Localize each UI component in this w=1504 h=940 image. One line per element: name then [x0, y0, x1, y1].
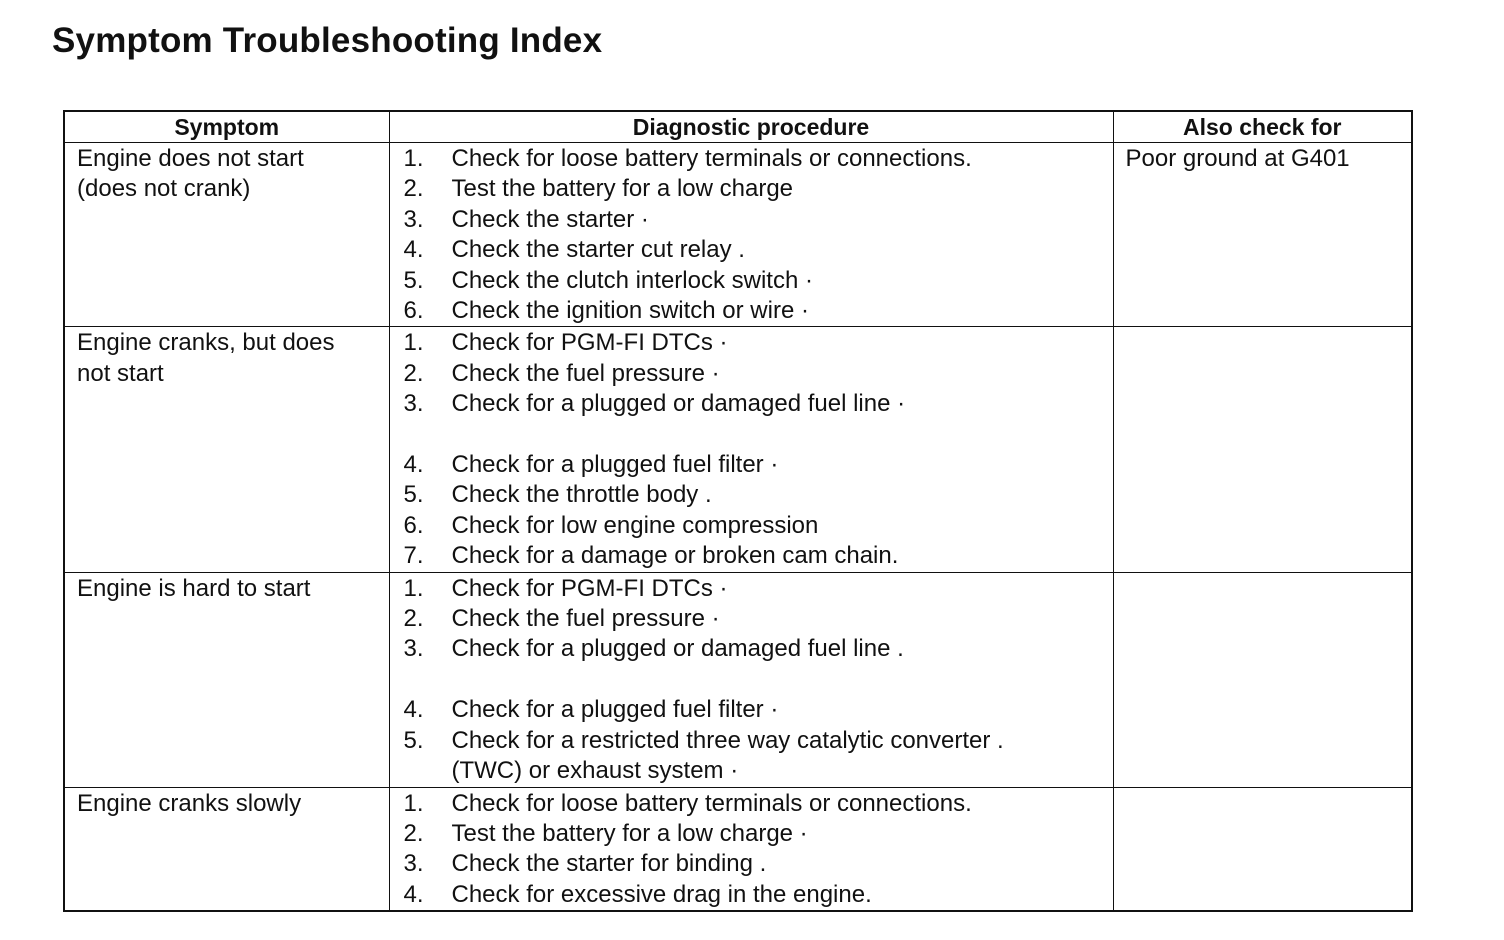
procedure-step: [404, 511, 1113, 541]
also-check-cell: [1113, 787, 1412, 911]
procedure-step: [404, 880, 1113, 910]
step-number: 2.: [403, 175, 424, 203]
step-text: Check for a damage or broken cam chain.: [451, 542, 899, 570]
step-number: 2.: [403, 605, 424, 633]
step-text: (TWC) or exhaust system ·: [451, 757, 739, 785]
symptom-line: not start: [77, 359, 164, 387]
procedure-step: [404, 819, 1113, 849]
step-number: 6.: [403, 511, 424, 539]
step-number: 1.: [403, 789, 424, 817]
procedure-step: [404, 695, 1113, 725]
procedure-steps: [390, 143, 1113, 326]
step-text: Check the starter ·: [451, 205, 649, 233]
step-number: 1.: [403, 574, 424, 602]
step-number: [404, 756, 452, 786]
step-number: 2.: [403, 819, 424, 847]
symptom-line: Engine cranks, but does: [77, 329, 335, 357]
step-number: 4.: [403, 880, 424, 908]
step-text: Check the ignition switch or wire ·: [451, 297, 809, 325]
step-text: Check for loose battery terminals or connections.: [451, 789, 972, 817]
step-number: 5.: [403, 726, 424, 754]
procedure-step: [404, 726, 1113, 756]
also-check-text: Poor ground at G401: [1125, 145, 1350, 172]
also-check-text: [1114, 327, 1412, 328]
step-text: Check for a restricted three way catalytic converter .: [451, 726, 1004, 754]
procedure-step: [404, 235, 1113, 265]
page-title: Symptom Troubleshooting Index: [52, 21, 603, 60]
step-text: Check the fuel pressure ·: [451, 605, 720, 633]
procedure-step: [404, 574, 1113, 604]
procedure-step: [404, 296, 1113, 326]
step-number: 6.: [403, 297, 424, 325]
table-row: [64, 143, 1412, 327]
also-check-text: [1114, 788, 1412, 789]
also-check-text: [1114, 573, 1412, 574]
procedure-cell: [389, 572, 1113, 787]
step-number: 3.: [403, 635, 424, 663]
procedure-step: [404, 789, 1113, 819]
also-check-cell: [1113, 143, 1412, 327]
step-number: 4.: [403, 696, 424, 724]
step-text: Test the battery for a low charge: [451, 175, 794, 203]
step-number: 3.: [403, 205, 424, 233]
procedure-step: [404, 359, 1113, 389]
step-text: Check the starter cut relay .: [451, 236, 745, 264]
step-number: 7.: [403, 542, 424, 570]
procedure-step: [404, 266, 1113, 296]
step-text: Check the starter for binding .: [451, 850, 767, 878]
step-text: Check for a plugged or damaged fuel line ·: [451, 390, 906, 418]
symptom-cell: [64, 143, 389, 327]
symptom-cell: [64, 572, 389, 787]
step-number: 1.: [403, 329, 424, 357]
header-symptom: Symptom: [64, 111, 389, 143]
step-number: 3.: [403, 390, 424, 418]
procedure-step: [404, 205, 1113, 235]
step-text: Check for a plugged or damaged fuel line .: [451, 635, 904, 663]
troubleshooting-table: [63, 110, 1413, 912]
step-number: 3.: [403, 850, 424, 878]
step-text: Test the battery for a low charge ·: [451, 819, 808, 847]
procedure-cell: [389, 787, 1113, 911]
step-text: Check for loose battery terminals or connections.: [451, 145, 972, 172]
header-diagnostic-procedure: Diagnostic procedure: [389, 111, 1113, 143]
step-number: 4.: [403, 236, 424, 264]
table-header-row: [64, 111, 1412, 143]
symptom-line: (does not crank): [77, 175, 251, 203]
symptom-line: Engine cranks slowly: [77, 789, 302, 817]
symptom-line: Engine does not start: [77, 145, 304, 172]
procedure-steps: [390, 327, 1113, 571]
step-text: Check for excessive drag in the engine.: [451, 880, 872, 908]
also-check-cell: [1113, 327, 1412, 572]
step-text: Check the fuel pressure ·: [451, 359, 720, 387]
step-number: 4.: [403, 451, 424, 479]
procedure-step: [404, 174, 1113, 204]
procedure-step: [404, 634, 1113, 664]
procedure-steps: [390, 788, 1113, 911]
procedure-step: [404, 604, 1113, 634]
step-text: Check for a plugged fuel filter ·: [451, 696, 779, 724]
table-row: [64, 787, 1412, 911]
also-check-cell: [1113, 572, 1412, 787]
step-text: Check the throttle body .: [451, 481, 712, 509]
table-row: [64, 572, 1412, 787]
step-number: 5.: [403, 266, 424, 294]
header-also-check-for: Also check for: [1113, 111, 1412, 143]
procedure-cell: [389, 143, 1113, 327]
step-text: Check for PGM-FI DTCs ·: [451, 329, 728, 357]
step-text: Check for a plugged fuel filter ·: [451, 451, 779, 479]
procedure-step: [404, 541, 1113, 571]
procedure-step: [404, 328, 1113, 358]
procedure-cell: [389, 327, 1113, 572]
step-number: 2.: [403, 359, 424, 387]
procedure-step: [404, 450, 1113, 480]
symptom-cell: [64, 787, 389, 911]
step-text: Check for low engine compression: [451, 511, 819, 539]
procedure-step-continuation: [404, 756, 1113, 786]
step-number: 5.: [403, 481, 424, 509]
step-text: Check the clutch interlock switch ·: [451, 266, 813, 294]
procedure-step: [404, 849, 1113, 879]
procedure-step: [404, 480, 1113, 510]
table-row: [64, 327, 1412, 572]
step-number: 1.: [403, 145, 424, 172]
procedure-step: [404, 144, 1113, 174]
symptom-line: Engine is hard to start: [77, 574, 311, 602]
symptom-cell: [64, 327, 389, 572]
procedure-step: [404, 389, 1113, 419]
procedure-steps: [390, 573, 1113, 787]
step-text: Check for PGM-FI DTCs ·: [451, 574, 728, 602]
